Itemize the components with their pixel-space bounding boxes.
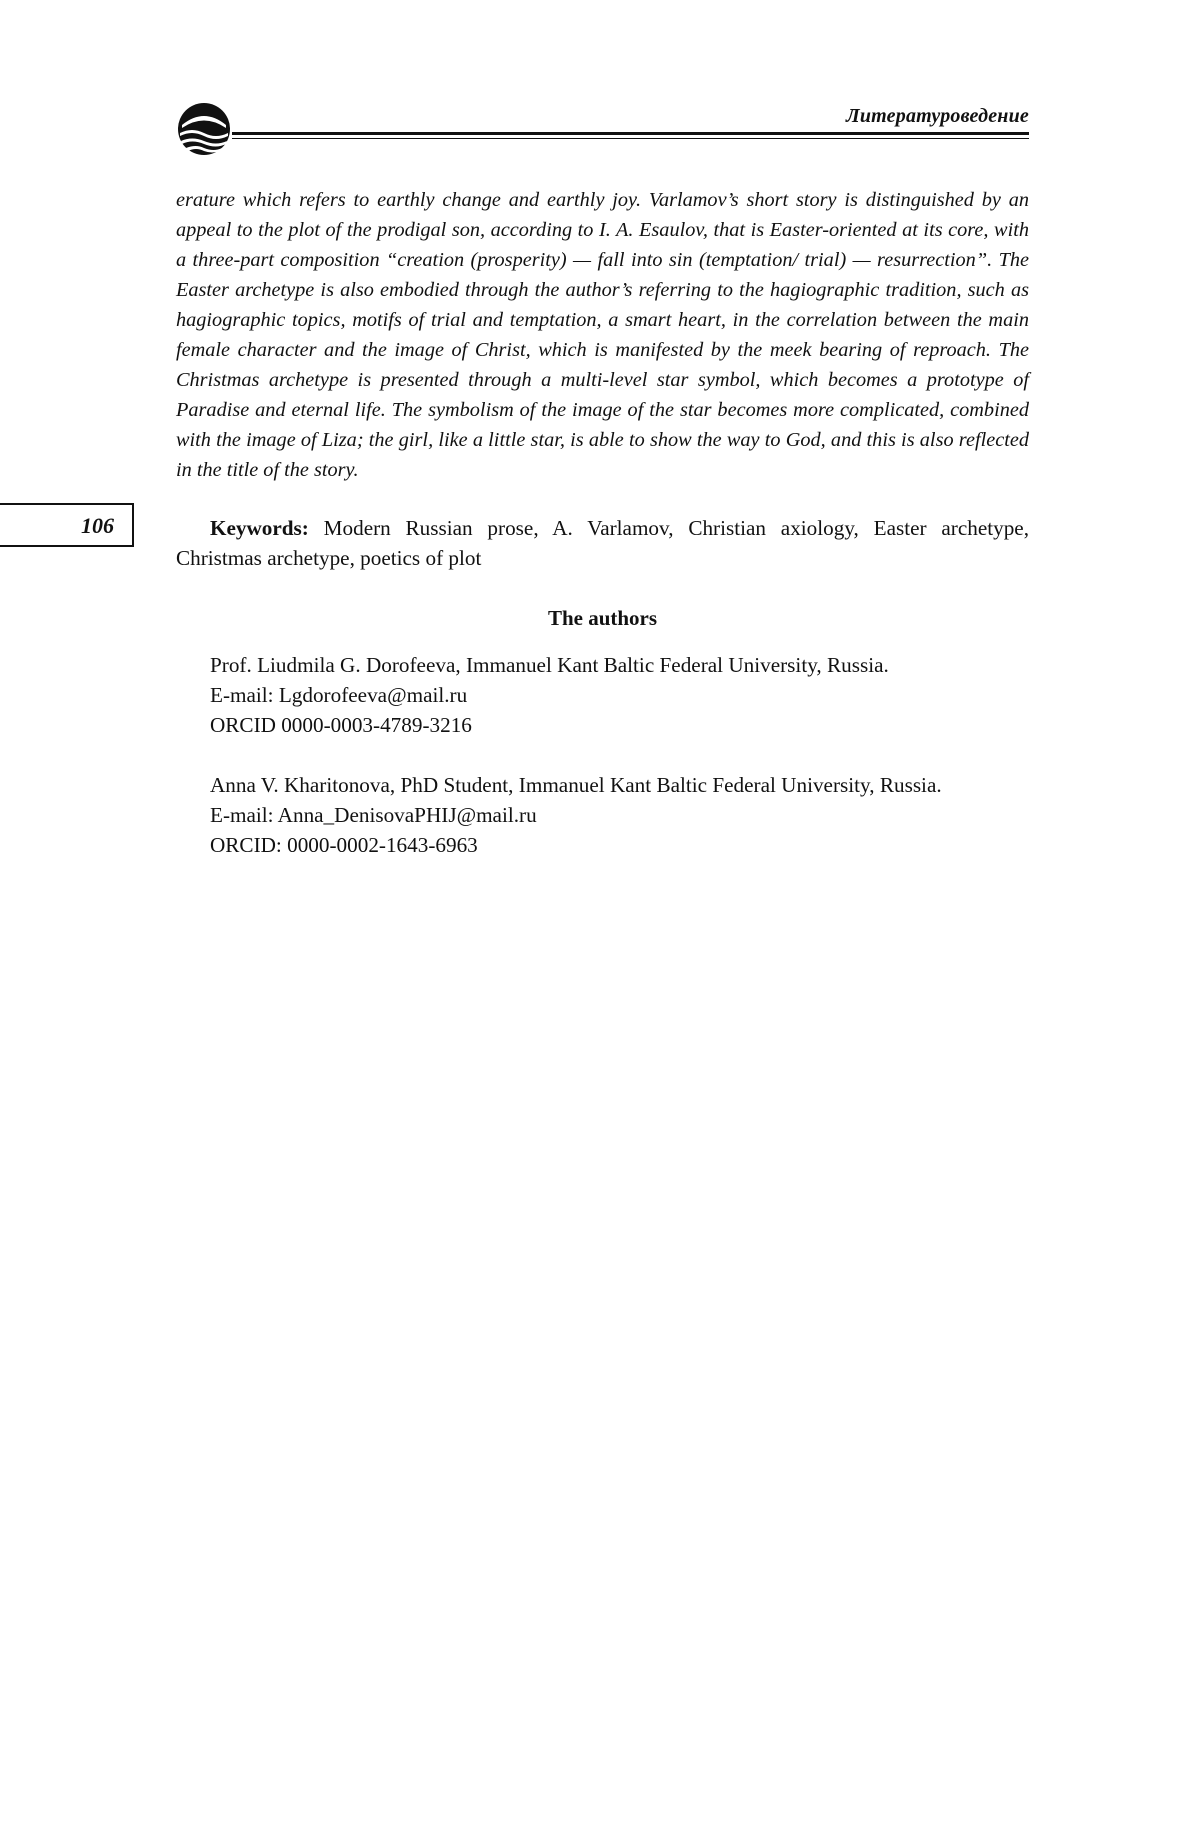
authors-heading: The authors bbox=[547, 606, 658, 630]
author-email: E-mail: Lgdorofeeva@mail.ru bbox=[210, 683, 468, 707]
page-number-box bbox=[0, 503, 134, 547]
keywords-paragraph bbox=[176, 513, 1029, 573]
author-block bbox=[176, 650, 1029, 740]
running-title: Литературоведение bbox=[845, 105, 1029, 127]
author-orcid: ORCID: 0000-0002-1643-6963 bbox=[210, 833, 478, 857]
keywords-label: Keywords: bbox=[210, 516, 309, 540]
header-rule-thick bbox=[232, 132, 1029, 135]
running-header bbox=[176, 95, 1029, 143]
header-rule-thin bbox=[232, 138, 1029, 139]
keywords-text: Modern Russian prose, A. Varlamov, Christian axiology, Easter archetype, Christmas archetype, poetics of plot bbox=[176, 516, 1030, 570]
abstract-text: erature which refers to earthly change and earthly joy. Varlamov’s short story is distinguished by an appeal to the plot of the prodigal son, according to I. A. Esaulov, that is Easter-oriented at its core, with a three-part composition “creation (prosperity) — fall into sin (temptation/ trial) — resurrection”. The Easter archetype is also embodied through the author’s referring to the hagiographic tradition, such as hagiographic topics, motifs of trial and temptation, a smart heart, in the correlation between the main female character and the image of Christ, which is manifested by the meek bearing of reproach. The Christmas archetype is presented through a multi-level star symbol, which becomes a prototype of Paradise and eternal life. The symbolism of the image of the star becomes more complicated, combined with the image of Liza; the girl, like a little star, is able to show the way to God, and this is also reflected in the title of the story. bbox=[176, 189, 1029, 481]
author-block bbox=[176, 770, 1029, 860]
journal-logo-icon bbox=[176, 101, 236, 161]
author-name-line: Anna V. Kharitonova, PhD Student, Immanuel Kant Baltic Federal University, Russia. bbox=[210, 773, 942, 797]
author-name-line: Prof. Liudmila G. Dorofeeva, Immanuel Kant Baltic Federal University, Russia. bbox=[210, 653, 889, 677]
page-number: 106 bbox=[81, 513, 114, 538]
author-email: E-mail: Anna_DenisovaPHIJ@mail.ru bbox=[210, 803, 537, 827]
author-orcid: ORCID 0000-0003-4789-3216 bbox=[210, 713, 472, 737]
